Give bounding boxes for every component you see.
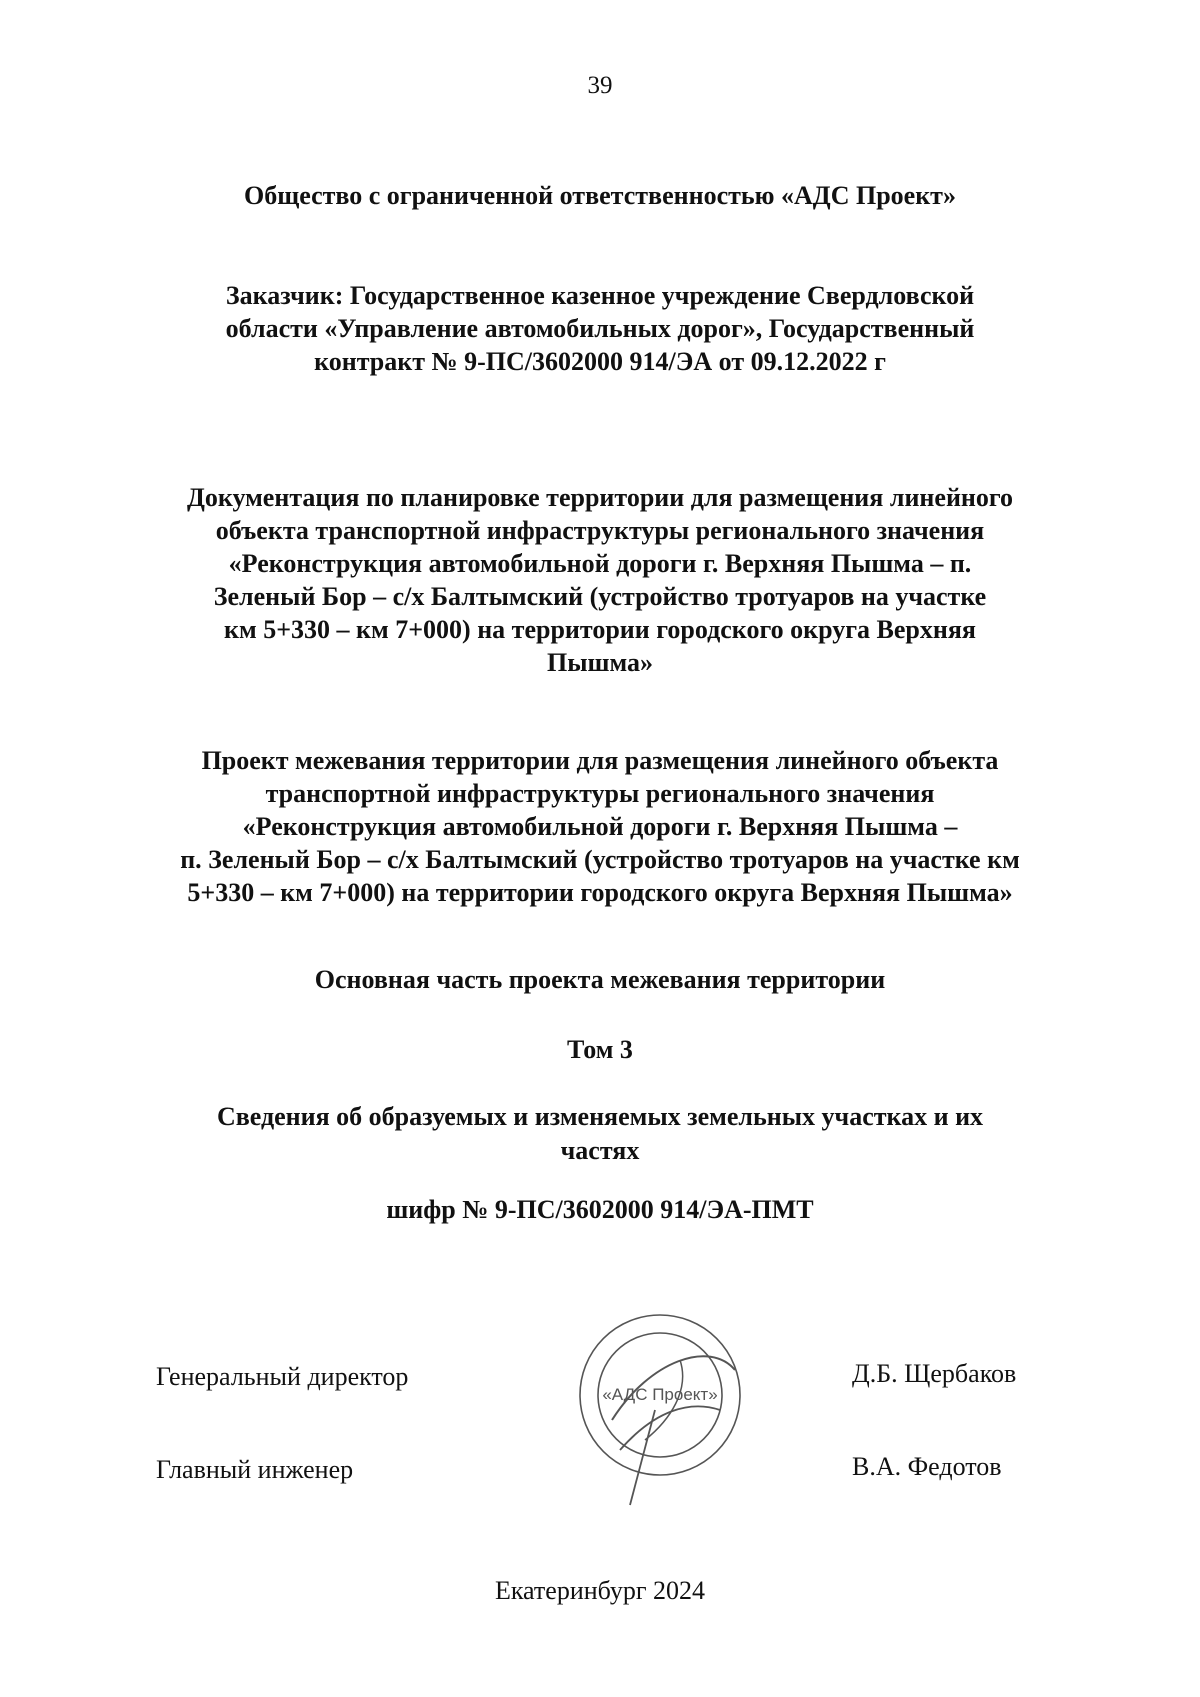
signature-role-engineer: Главный инженер — [156, 1455, 354, 1484]
main-part-heading: Основная часть проекта межевания территории — [314, 965, 886, 994]
documentation-title — [0, 481, 1200, 679]
survey-project-line: 5+330 – км 7+000) на территории городского округа Верхняя Пышма» — [187, 878, 1013, 907]
info-line: частях — [560, 1136, 640, 1165]
survey-project-title — [0, 744, 1200, 909]
survey-project-line: «Реконструкция автомобильной дороги г. Верхняя Пышма – — [242, 812, 958, 841]
signature-name-engineer: В.А. Федотов — [852, 1452, 1002, 1481]
survey-project-line: Проект межевания территории для размещения линейного объекта — [201, 746, 999, 775]
organization-name: Общество с ограниченной ответственностью «АДС Проект» — [244, 181, 956, 210]
documentation-line: Зеленый Бор – с/х Балтымский (устройство тротуаров на участке — [213, 582, 987, 611]
company-stamp-icon — [560, 1300, 760, 1515]
documentation-line: Пышма» — [546, 648, 653, 677]
info-heading — [0, 1100, 1200, 1168]
stamp-text: «АДС Проект» — [602, 1385, 718, 1404]
customer-line: контракт № 9-ПС/3602000 914/ЭА от 09.12.2022 г — [314, 347, 886, 376]
volume-heading: Том 3 — [567, 1035, 633, 1064]
city-year: Екатеринбург 2024 — [494, 1576, 706, 1605]
documentation-line: Документация по планировке территории для размещения линейного — [186, 483, 1014, 512]
page-number: 39 — [587, 72, 613, 99]
cipher-code: шифр № 9-ПС/3602000 914/ЭА-ПМТ — [386, 1195, 814, 1224]
signature-name-director: Д.Б. Щербаков — [852, 1359, 1017, 1388]
documentation-line: км 5+330 – км 7+000) на территории городского округа Верхняя — [224, 615, 976, 644]
documentation-line: «Реконструкция автомобильной дороги г. Верхняя Пышма – п. — [228, 549, 972, 578]
customer-block — [0, 279, 1200, 378]
signature-role-director: Генеральный директор — [156, 1362, 409, 1391]
customer-line: области «Управление автомобильных дорог», Государственный — [225, 314, 975, 343]
survey-project-line: транспортной инфраструктуры регионального значения — [265, 779, 935, 808]
info-line: Сведения об образуемых и изменяемых земельных участках и их — [216, 1102, 984, 1131]
documentation-line: объекта транспортной инфраструктуры регионального значения — [215, 516, 985, 545]
customer-line: Заказчик: Государственное казенное учреждение Свердловской — [225, 281, 975, 310]
survey-project-line: п. Зеленый Бор – с/х Балтымский (устройство тротуаров на участке км — [180, 845, 1020, 874]
